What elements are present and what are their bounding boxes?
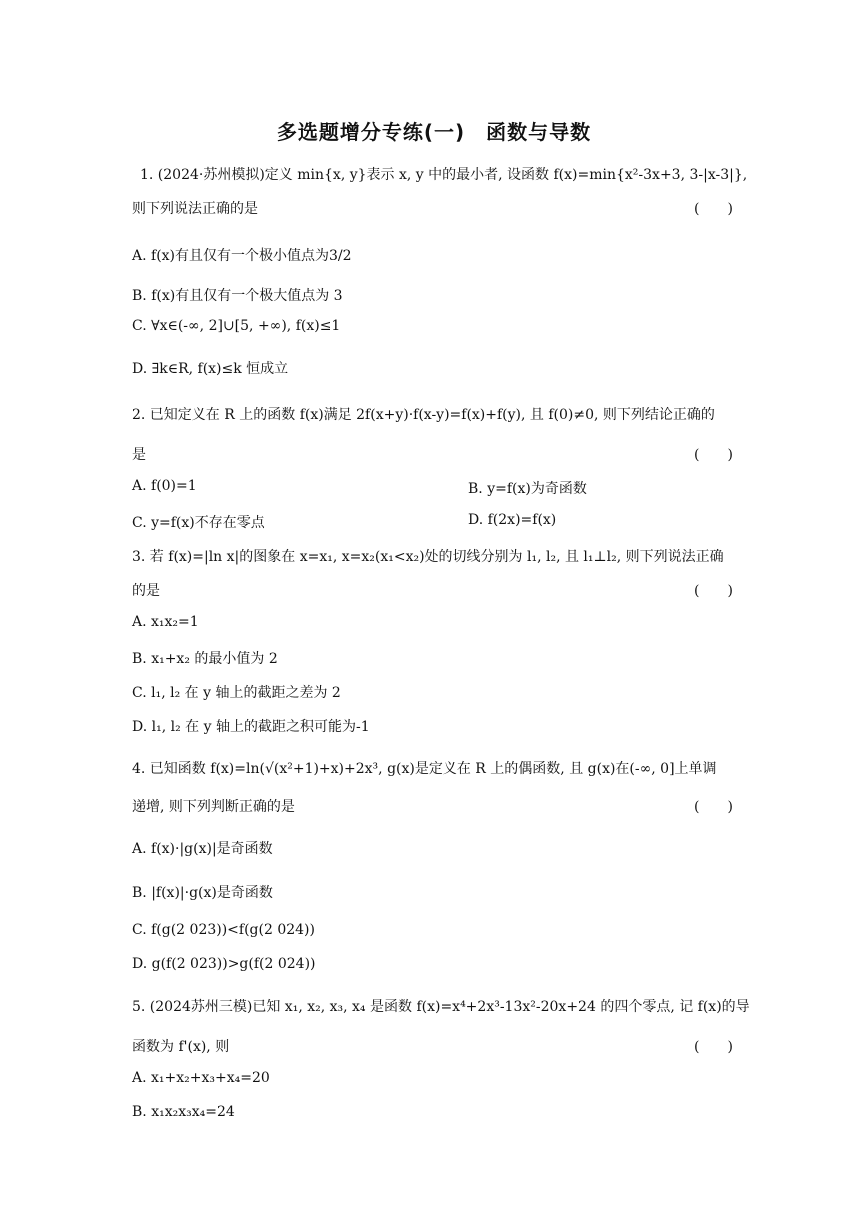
q1-answer-bracket: ( ): [694, 201, 733, 217]
q1-stem-line1: 1. (2024·苏州模拟)定义 min{x, y}表示 x, y 中的最小者, 设函数 f(x)=min{x²-3x+3, 3-|x-3|},: [140, 167, 748, 183]
q2-option-b: B. y=f(x)为奇函数: [468, 481, 587, 497]
q3-option-b: B. x₁+x₂ 的最小值为 2: [132, 651, 278, 667]
q4-answer-bracket: ( ): [694, 799, 733, 815]
q4-option-b: B. |f(x)|·g(x)是奇函数: [132, 885, 273, 901]
q2-stem-line1: 2. 已知定义在 R 上的函数 f(x)满足 2f(x+y)·f(x-y)=f(x)+f(y), 且 f(0)≠0, 则下列结论正确的: [132, 407, 715, 423]
q1-stem-line2: 则下列说法正确的是: [132, 201, 258, 217]
q2-option-c: C. y=f(x)不存在零点: [132, 515, 265, 531]
q3-option-d: D. l₁, l₂ 在 y 轴上的截距之积可能为-1: [132, 719, 370, 735]
q4-option-a: A. f(x)·|g(x)|是奇函数: [132, 841, 273, 857]
q4-option-c: C. f(g(2 023))<f(g(2 024)): [132, 922, 315, 938]
q3-stem-line2: 的是: [132, 583, 160, 599]
q3-option-a: A. x₁x₂=1: [132, 614, 199, 630]
q1-option-b: B. f(x)有且仅有一个极大值点为 3: [132, 288, 343, 304]
q3-stem-line1: 3. 若 f(x)=|ln x|的图象在 x=x₁, x=x₂(x₁<x₂)处的切线分别为 l₁, l₂, 且 l₁⊥l₂, 则下列说法正确: [132, 549, 724, 565]
q2-answer-bracket: ( ): [694, 447, 733, 463]
q5-option-a: A. x₁+x₂+x₃+x₄=20: [132, 1070, 270, 1086]
q1-option-c: C. ∀x∈(-∞, 2]∪[5, +∞), f(x)≤1: [132, 318, 341, 334]
q1-option-d: D. ∃k∈R, f(x)≤k 恒成立: [132, 361, 289, 377]
q4-stem-line2: 递增, 则下列判断正确的是: [132, 799, 295, 815]
q5-answer-bracket: ( ): [694, 1039, 733, 1055]
q1-option-a: A. f(x)有且仅有一个极小值点为3/2: [132, 248, 352, 264]
q4-option-d: D. g(f(2 023))>g(f(2 024)): [132, 956, 316, 972]
q5-option-b: B. x₁x₂x₃x₄=24: [132, 1104, 235, 1120]
page-title: 多选题增分专练(一) 函数与导数: [276, 120, 592, 144]
q2-option-d: D. f(2x)=f(x): [468, 512, 557, 528]
q2-stem-line2: 是: [132, 447, 146, 463]
q2-option-a: A. f(0)=1: [132, 478, 197, 494]
q3-answer-bracket: ( ): [694, 583, 733, 599]
q5-stem-line1: 5. (2024苏州三模)已知 x₁, x₂, x₃, x₄ 是函数 f(x)=x⁴+2x³-13x²-20x+24 的四个零点, 记 f(x)的导: [132, 999, 750, 1015]
q3-option-c: C. l₁, l₂ 在 y 轴上的截距之差为 2: [132, 685, 341, 701]
q4-stem-line1: 4. 已知函数 f(x)=ln(√(x²+1)+x)+2x³, g(x)是定义在 R 上的偶函数, 且 g(x)在(-∞, 0]上单调: [132, 761, 717, 777]
q5-stem-line2: 函数为 f'(x), 则: [132, 1039, 230, 1055]
